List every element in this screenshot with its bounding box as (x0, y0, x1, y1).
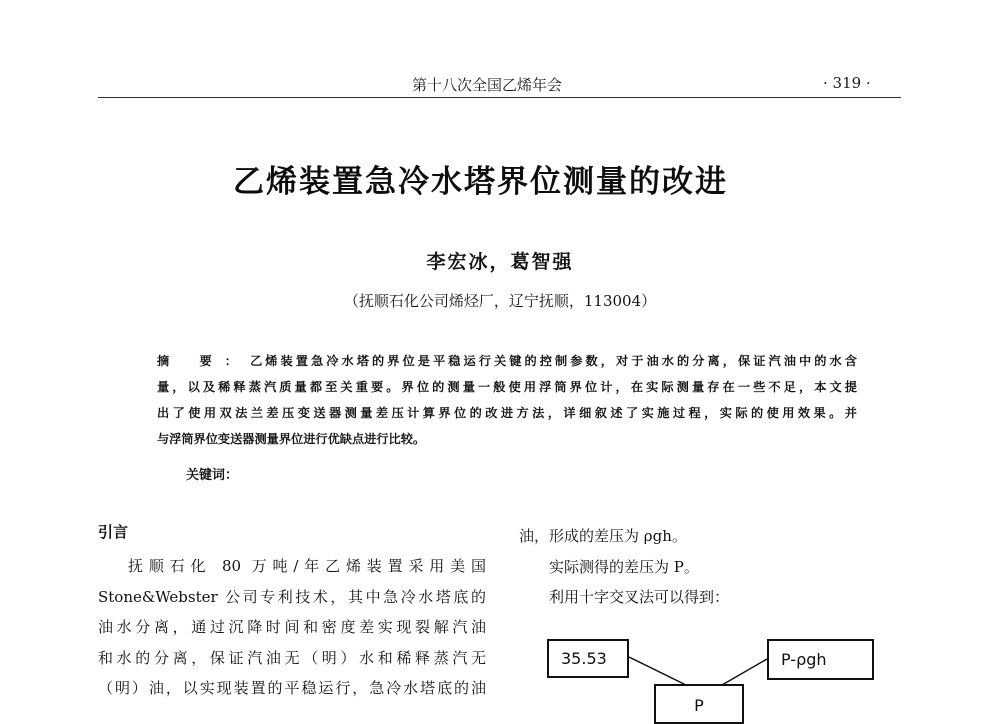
body-line: 抚顺石化 80 万吨/年乙烯装置采用美国 (128, 557, 486, 575)
header-rule (98, 97, 901, 98)
body-line: 油，形成的差压为 ρgh。 (519, 527, 687, 545)
abstract-label: 摘 要： (157, 354, 251, 368)
running-header-title: 第十八次全国乙烯年会 (412, 76, 563, 94)
abstract-line: 摘 要：乙烯装置急冷水塔的界位是平稳运行关键的控制参数，对于油水的分离，保证汽油中的水含 (157, 354, 857, 368)
body-line: 油水分离，通过沉降时间和密度差实现裂解汽油 (98, 618, 486, 636)
diagram-box-bottom: P (654, 684, 744, 724)
section-heading: 引言 (98, 523, 129, 541)
cross-method-diagram (540, 630, 890, 715)
body-line: Stone&Webster 公司专利技术，其中急冷水塔底的 (98, 587, 486, 606)
abstract (157, 348, 857, 452)
affiliation: （抚顺石化公司烯烃厂，辽宁抚顺，113004） (343, 292, 657, 310)
paper-title: 乙烯装置急冷水塔界位测量的改进 (233, 164, 728, 200)
page-number: · 319 · (823, 74, 871, 92)
abstract-line: 与浮筒界位变送器测量界位进行优缺点进行比较。 (157, 432, 426, 446)
body-line: 和水的分离，保证汽油无（明）水和稀释蒸汽无 (98, 648, 486, 667)
abstract-line: 量，以及稀释蒸汽质量都至关重要。界位的测量一般使用浮筒界位计，在实际测量存在一些不足，本文提 (157, 380, 857, 394)
abstract-line: 出了使用双法兰差压变送器测量差压计算界位的改进方法，详细叙述了实施过程，实际的使用效果。并 (157, 406, 857, 420)
diagram-box-right: P-ρgh (767, 639, 874, 680)
keywords-label: 关键词： (186, 468, 239, 483)
body-line: 实际测得的差压为 P。 (549, 557, 699, 576)
body-line: （明）油，以实现装置的平稳运行，急冷水塔底的油 (98, 679, 486, 697)
left-column-body (98, 551, 486, 704)
right-column-body (519, 521, 899, 613)
diagram-box-left: 35.53 (547, 639, 629, 678)
authors: 李宏冰，葛智强 (426, 251, 574, 273)
body-line: 利用十字交叉法可以得到： (549, 588, 730, 606)
